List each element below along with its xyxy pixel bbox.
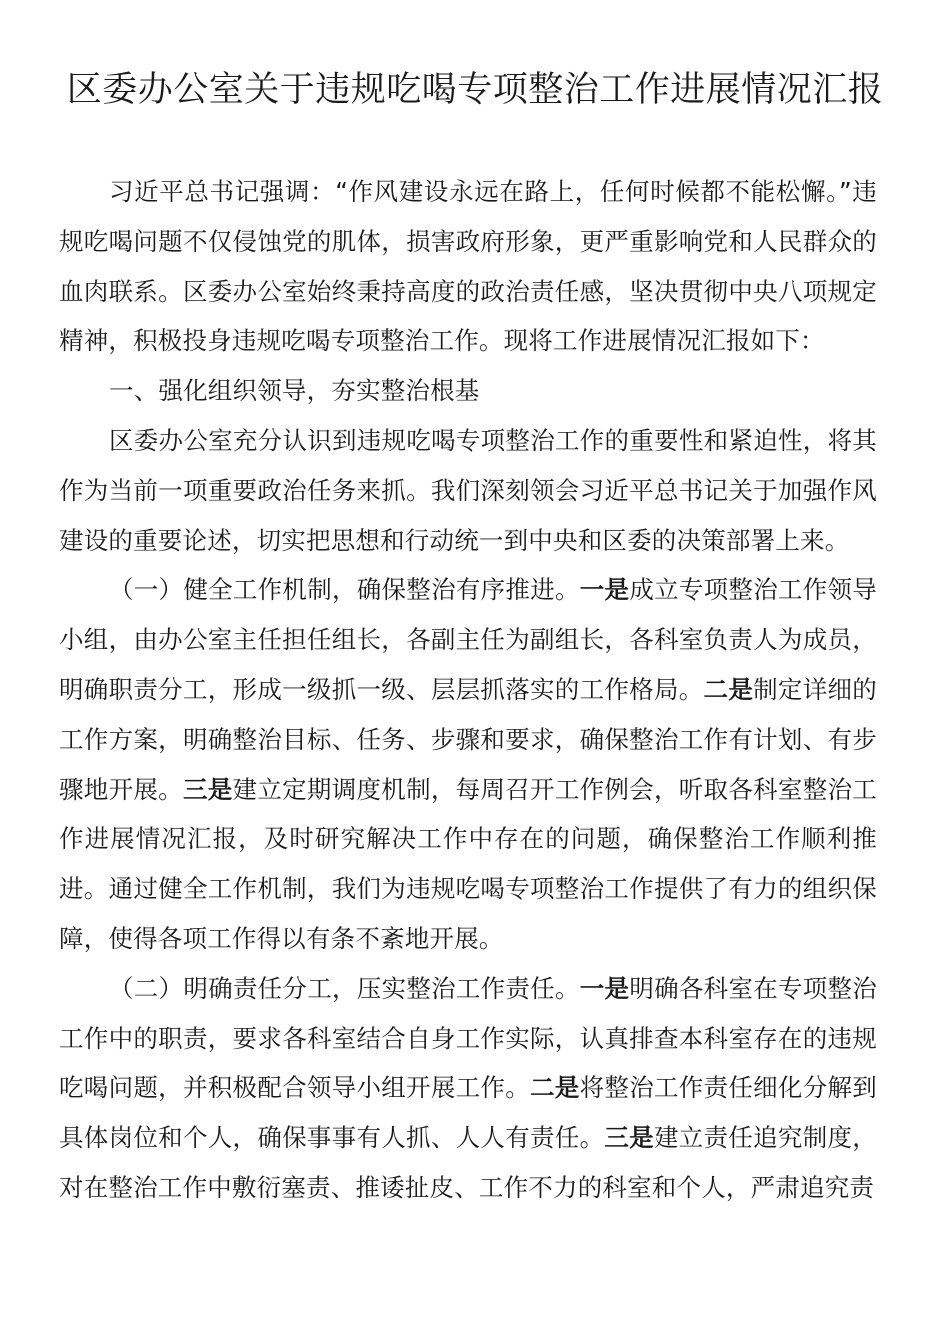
bold-marker: 二是 — [703, 674, 754, 704]
paragraph-intro — [59, 167, 877, 366]
bold-marker: 三是 — [604, 1123, 654, 1153]
paragraph-section-1-overview — [59, 416, 877, 565]
text-segment: 明确各科室在专项整治工作中的职责，要求各科室结合自身工作实际，认真排查本科室存在的违规吃喝问题，并积极配合领导小组开展工作。 — [59, 973, 877, 1103]
text-segment: 建立定期调度机制，每周召开工作例会，听取各科室整治工作进展情况汇报，及时研究解决工作中存在的问题，确保整治工作顺利推进。通过健全工作机制，我们为违规吃喝专项整治工作提供了有力的组织保障，使得各项工作得以有条不紊地开展。 — [59, 774, 878, 953]
text-segment: 制定详细的工作方案，明确整治目标、任务、步骤和要求，确保整治工作有计划、有步骤地开展。 — [59, 674, 878, 804]
text-segment: 习近平总书记强调：“作风建设永远在路上，任何时候都不能松懈。”违规吃喝问题不仅侵蚀党的肌体，损害政府形象，更严重影响党和人民群众的血肉联系。区委办公室始终秉持高度的政治责任感，坚决贯彻中央八项规定精神，积极投身违规吃喝专项整治工作。现将工作进展情况汇报如下： — [59, 177, 877, 356]
bold-marker: 二是 — [530, 1073, 580, 1103]
bold-marker: 一是 — [579, 575, 630, 605]
paragraph-subsection-2 — [59, 964, 877, 1213]
document-title: 区委办公室关于违规吃喝专项整治工作进展情况汇报 — [66, 70, 884, 110]
bold-marker: 三是 — [182, 774, 233, 804]
paragraph-subsection-1 — [59, 565, 877, 963]
text-segment: 区委办公室充分认识到违规吃喝专项整治工作的重要性和紧迫性，将其作为当前一项重要政治任务来抓。我们深刻领会习近平总书记关于加强作风建设的重要论述，切实把思想和行动统一到中央和区委的决策部署上来。 — [59, 425, 877, 555]
text-segment: 一、强化组织领导，夯实整治根基 — [109, 376, 480, 406]
text-segment: 建立责任追究制度，对在整治工作中敷衍塞责、推诿扯皮、工作不力的科室和个人，严肃追究责 — [59, 1123, 877, 1202]
text-segment: （二）明确责任分工，压实整治工作责任。 — [109, 973, 580, 1003]
bold-marker: 一是 — [579, 973, 630, 1003]
text-segment: 将整治工作责任细化分解到具体岗位和个人，确保事事有人抓、人人有责任。 — [59, 1073, 877, 1153]
section-heading-1 — [59, 366, 877, 416]
text-segment: 成立专项整治工作领导小组，由办公室主任担任组长，各副主任为副组长，各科室负责人为成员，明确职责分工，形成一级抓一级、层层抓落实的工作格局。 — [59, 575, 877, 704]
document-body — [59, 167, 877, 1213]
text-segment: （一）健全工作机制，确保整治有序推进。 — [109, 575, 580, 605]
